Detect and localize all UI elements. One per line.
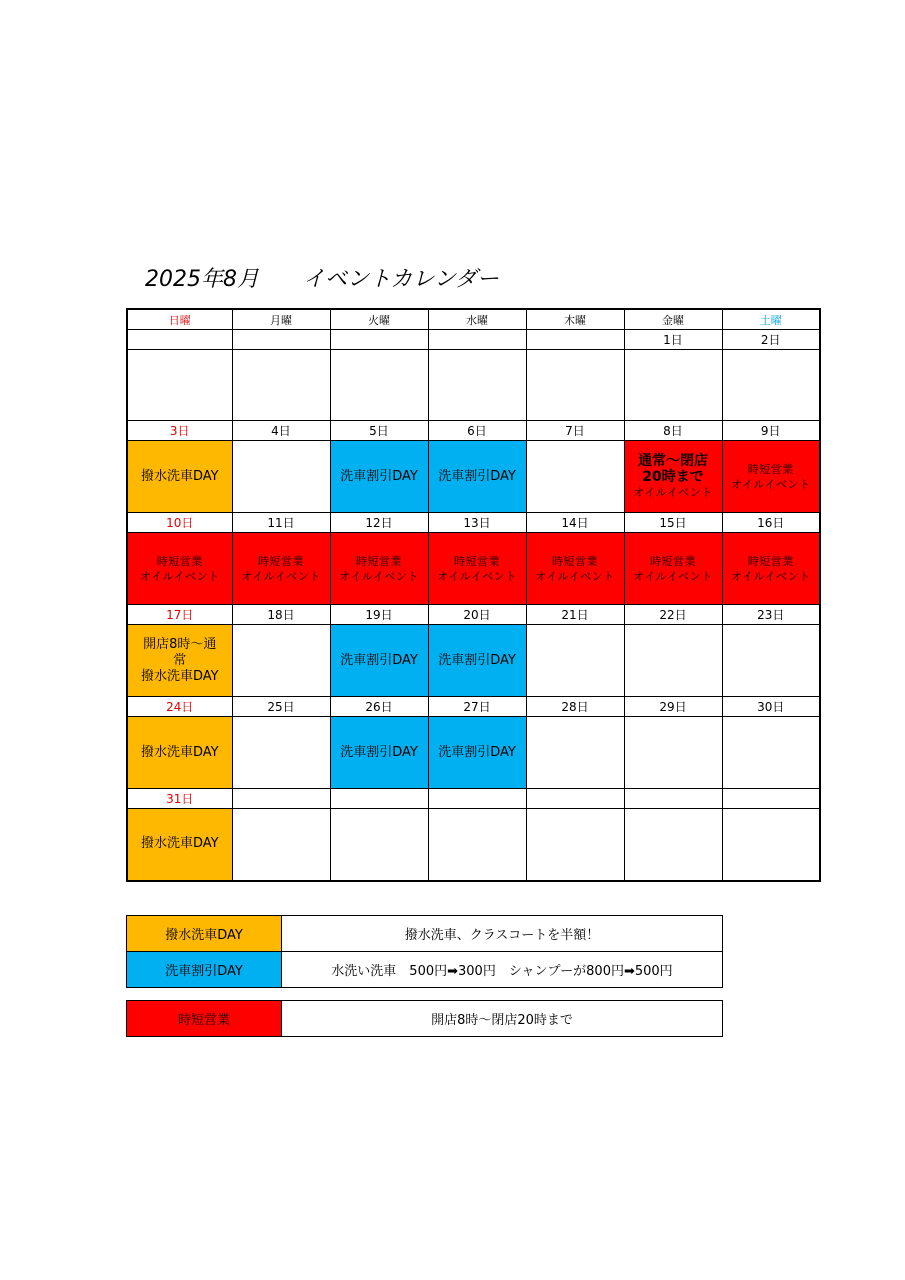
weekday-label: 金曜 [624,309,722,330]
event-calendar [126,308,821,882]
date-number: 30日 [722,697,820,717]
day-cell [526,350,624,421]
date-number: 18日 [232,605,330,625]
date-number: 16日 [722,513,820,533]
weekday-label: 日曜 [127,309,232,330]
legend-description: 撥水洗車、クラスコートを半額！ [282,916,723,952]
page-title: 2025年8月 イベントカレンダー [145,267,499,292]
day-cell [722,533,820,605]
weekday-label: 月曜 [232,309,330,330]
event-text: 時短営業 [747,462,794,476]
date-row [127,789,820,809]
day-cell [330,533,428,605]
date-number: 25日 [232,697,330,717]
day-cell [428,809,526,881]
day-cell [624,809,722,881]
date-number: 23日 [722,605,820,625]
day-cell [127,625,232,697]
weekday-label: 火曜 [330,309,428,330]
event-text: オイルイベント [731,569,811,583]
event-text: オイルイベント [633,569,713,583]
date-number [330,330,428,350]
legend-description: 水洗い洗車 500円➡300円 シャンプーが800円➡500円 [282,952,723,988]
event-text: オイルイベント [633,486,713,499]
day-cell [127,441,232,513]
event-text: 撥水洗車DAY [140,836,219,852]
event-text: 洗車割引DAY [438,468,516,484]
day-cell [232,350,330,421]
date-number [127,330,232,350]
date-number: 4日 [232,421,330,441]
date-row [127,421,820,441]
date-number: 14日 [526,513,624,533]
date-number: 31日 [127,789,232,809]
day-cell [428,533,526,605]
day-cell [722,625,820,697]
date-number: 2日 [722,330,820,350]
event-text: 通常～閉店 [638,453,708,469]
date-number: 27日 [428,697,526,717]
day-cell [722,441,820,513]
date-row [127,330,820,350]
day-cell [330,350,428,421]
event-text: 時短営業 [650,554,696,568]
day-cell [722,717,820,789]
date-number [722,789,820,809]
event-text: 開店8時～通 [143,636,217,652]
date-number: 1日 [624,330,722,350]
day-cell [232,717,330,789]
date-row [127,513,820,533]
date-number: 3日 [127,421,232,441]
event-row [127,625,820,697]
date-number: 19日 [330,605,428,625]
day-cell [232,809,330,881]
date-number [526,789,624,809]
date-number: 28日 [526,697,624,717]
date-number: 8日 [624,421,722,441]
legend-label-wash-discount: 洗車割引DAY [127,952,282,988]
event-text: 時短営業 [156,554,203,568]
event-text: 20時まで [642,469,704,485]
legend-row [127,916,723,952]
legend-row [127,952,723,988]
date-number: 24日 [127,697,232,717]
weekday-label: 木曜 [526,309,624,330]
date-number: 20日 [428,605,526,625]
event-text: 常 [173,652,187,668]
legend-table-short-hours [126,1000,723,1037]
date-number: 7日 [526,421,624,441]
date-number [232,789,330,809]
weekday-header-row [127,309,820,330]
weekday-label: 水曜 [428,309,526,330]
date-number: 12日 [330,513,428,533]
day-cell [127,809,232,881]
day-cell [428,625,526,697]
event-text: オイルイベント [731,477,811,491]
event-text: 撥水洗車DAY [140,668,219,684]
date-number: 9日 [722,421,820,441]
event-text: 撥水洗車DAY [140,744,219,760]
date-number: 10日 [127,513,232,533]
day-cell [330,441,428,513]
date-number [428,789,526,809]
event-row [127,441,820,513]
event-text: 洗車割引DAY [340,652,418,668]
legend-label-short-hours: 時短営業 [127,1001,282,1037]
date-number [232,330,330,350]
legend-table [126,915,723,988]
day-cell [722,350,820,421]
day-cell [526,717,624,789]
event-text: 洗車割引DAY [340,744,418,760]
day-cell [722,809,820,881]
day-cell [428,717,526,789]
date-number [624,789,722,809]
date-number: 29日 [624,697,722,717]
event-text: オイルイベント [535,569,615,583]
event-text: 洗車割引DAY [340,468,418,484]
date-number: 5日 [330,421,428,441]
event-text: 時短営業 [747,554,794,568]
event-text: 撥水洗車DAY [140,468,219,484]
date-number [526,330,624,350]
legend-row [127,1001,723,1037]
event-text: 洗車割引DAY [438,744,516,760]
date-number: 21日 [526,605,624,625]
legend-description: 開店8時～閉店20時まで [282,1001,723,1037]
date-number: 17日 [127,605,232,625]
day-cell [526,625,624,697]
event-text: 時短営業 [356,554,402,568]
day-cell [428,350,526,421]
day-cell [330,625,428,697]
event-row [127,350,820,421]
date-row [127,697,820,717]
event-row [127,809,820,881]
date-number: 6日 [428,421,526,441]
day-cell [330,809,428,881]
event-text: オイルイベント [437,569,517,583]
day-cell [232,441,330,513]
day-cell [232,625,330,697]
event-text: 時短営業 [552,554,598,568]
day-cell [127,717,232,789]
event-text: 時短営業 [454,554,500,568]
day-cell [624,350,722,421]
event-row [127,533,820,605]
day-cell [526,441,624,513]
event-text: オイルイベント [140,569,220,583]
day-cell [428,441,526,513]
date-number: 15日 [624,513,722,533]
day-cell [526,533,624,605]
event-text: オイルイベント [241,569,321,583]
event-row [127,717,820,789]
date-row [127,605,820,625]
date-number: 11日 [232,513,330,533]
event-text: オイルイベント [339,569,419,583]
day-cell [127,350,232,421]
date-number: 26日 [330,697,428,717]
date-number [330,789,428,809]
date-number [428,330,526,350]
event-text: 時短営業 [258,554,304,568]
day-cell [526,809,624,881]
day-cell [127,533,232,605]
legend-label-water-repellent: 撥水洗車DAY [127,916,282,952]
event-text: 洗車割引DAY [438,652,516,668]
date-number: 22日 [624,605,722,625]
day-cell [624,533,722,605]
day-cell [232,533,330,605]
weekday-label: 土曜 [722,309,820,330]
day-cell [624,717,722,789]
day-cell [330,717,428,789]
day-cell [624,441,722,513]
day-cell [624,625,722,697]
date-number: 13日 [428,513,526,533]
